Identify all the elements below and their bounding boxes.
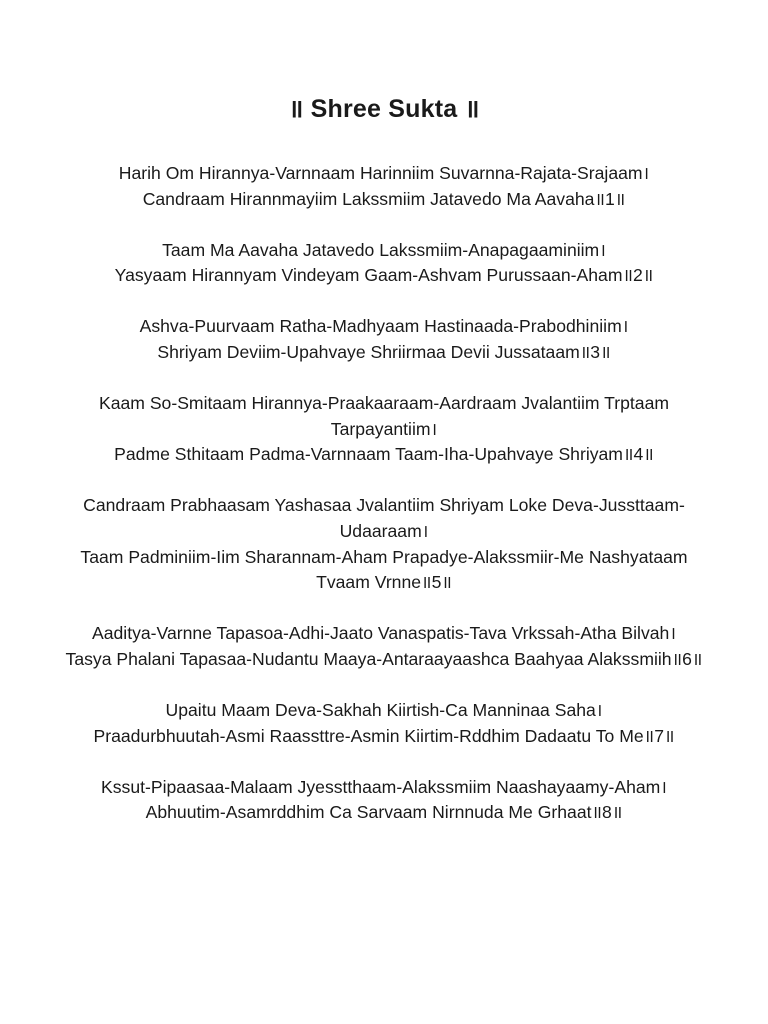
verse-line: Ashva-Puurvaam Ratha-Madhyaam Hastinaada-Prabodhiniim। [139, 316, 629, 337]
verse-1 [60, 161, 708, 212]
verse-line: Padme Sthitaam Padma-Varnnaam Taam-Iha-Upahvaye Shriyam॥4॥ [114, 444, 654, 465]
verse-7 [60, 698, 708, 749]
verse-line: Candraam Hirannmayiim Lakssmiim Jatavedo Ma Aavaha॥1॥ [142, 188, 626, 209]
verse-8 [60, 775, 708, 826]
verse-line: Yasyaam Hirannyam Vindeyam Gaam-Ashvam Purussaan-Aham॥2॥ [114, 265, 654, 286]
verse-line: Shriyam Deviim-Upahvaye Shriirmaa Devii Jussataam॥3॥ [157, 341, 611, 362]
verse-line: Kaam So-Smitaam Hirannya-Praakaaraam-Aardraam Jvalantiim Trptaam Tarpayantiim। [98, 393, 670, 439]
verse-line: Harih Om Hirannya-Varnnaam Harinniim Suvarnna-Rajata-Srajaam। [118, 163, 650, 183]
verse-line: Tasya Phalani Tapasaa-Nudantu Maaya-Antaraayaashca Baahyaa Alakssmiih॥6॥ [65, 648, 703, 669]
verse-2 [60, 238, 708, 289]
verse-6 [60, 621, 708, 672]
verse-line: Upaitu Maam Deva-Sakhah Kiirtish-Ca Manninaa Saha। [165, 699, 603, 720]
page-title: ॥ Shree Sukta ॥ [288, 95, 480, 123]
verse-line: Praadurbhuutah-Asmi Raassttre-Asmin Kiirtim-Rddhim Dadaatu To Me॥7॥ [93, 725, 675, 746]
verse-line: Taam Ma Aavaha Jatavedo Lakssmiim-Anapagaaminiim। [162, 239, 606, 260]
verse-3 [60, 314, 708, 365]
verse-line: Aaditya-Varnne Tapasoa-Adhi-Jaato Vanaspatis-Tava Vrkssah-Atha Bilvah। [92, 623, 676, 644]
verse-line: Candraam Prabhaasam Yashasaa Jvalantiim Shriyam Loke Deva-Jussttaam-Udaaraam। [83, 495, 685, 541]
verse-line: Abhuutim-Asamrddhim Ca Sarvaam Nirnnuda Me Grhaat॥8॥ [145, 802, 623, 823]
verse-5 [60, 493, 708, 595]
verse-line: Taam Padminiim-Iim Sharannam-Aham Prapadye-Alakssmiir-Me Nashyataam Tvaam Vrnne॥5॥ [80, 546, 688, 593]
verse-list [60, 161, 708, 851]
verse-4 [60, 391, 708, 468]
verse-line: Kssut-Pipaasaa-Malaam Jyesstthaam-Alakssmiim Naashayaamy-Aham। [101, 776, 667, 797]
